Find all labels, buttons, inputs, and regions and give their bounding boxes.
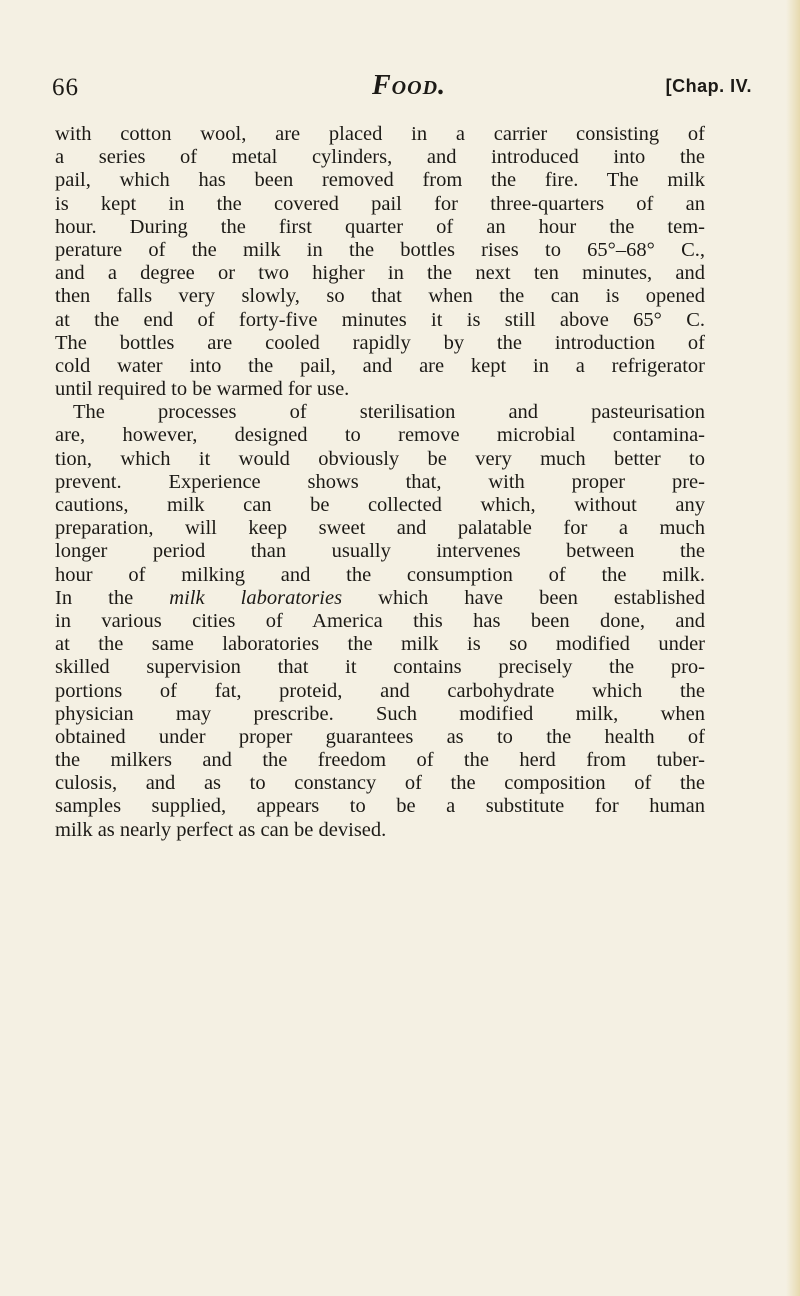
- text-line: with cotton wool, are placed in a carrier consisting of: [55, 123, 705, 145]
- text-line: preparation, will keep sweet and palatable for a much: [55, 517, 705, 540]
- text-line-with-italic: [55, 587, 705, 610]
- chapter-reference: [Chap. IV.: [665, 76, 752, 96]
- text-line: at the end of forty-five minutes it is still above 65° C.: [55, 308, 705, 331]
- text-line: tion, which it would obviously be very much better to: [55, 447, 705, 470]
- text-line: longer period than usually intervenes between the: [55, 540, 705, 563]
- text-line: are, however, designed to remove microbial contamina-: [55, 424, 705, 447]
- text-segment: In the: [55, 586, 170, 609]
- page-header: [52, 70, 752, 110]
- text-line: a series of metal cylinders, and introduced into the: [55, 146, 705, 169]
- text-line: cold water into the pail, and are kept in a refrigerator: [55, 354, 705, 377]
- text-line: skilled supervision that it contains precisely the pro-: [55, 656, 705, 679]
- page-edge-shadow: [786, 0, 800, 1296]
- page-number: 66: [52, 74, 79, 101]
- text-line: milk as nearly perfect as can be devised.: [55, 818, 387, 841]
- text-line: in various cities of America this has been done, and: [55, 609, 705, 632]
- text-line: The bottles are cooled rapidly by the introduction of: [55, 331, 705, 354]
- text-line: hour of milking and the consumption of the milk.: [55, 563, 705, 586]
- text-line: pail, which has been removed from the fire. The milk: [55, 169, 705, 192]
- text-line: cautions, milk can be collected which, without any: [55, 494, 705, 516]
- text-line: prevent. Experience shows that, with proper pre-: [55, 470, 705, 493]
- text-line: obtained under proper guarantees as to the health of: [55, 725, 705, 748]
- italic-term: milk laboratories: [169, 586, 343, 609]
- text-line: then falls very slowly, so that when the can is opened: [55, 285, 705, 308]
- text-line: samples supplied, appears to be a substitute for human: [55, 795, 705, 818]
- text-line: until required to be warmed for use.: [55, 378, 350, 401]
- text-line: perature of the milk in the bottles rises to 65°–68° C.,: [55, 238, 705, 261]
- text-segment: which have been established: [342, 586, 705, 609]
- text-line: culosis, and as to constancy of the composition of the: [55, 772, 705, 795]
- text-line: and a degree or two higher in the next ten minutes, and: [55, 262, 705, 285]
- text-line: hour. During the first quarter of an hour the tem-: [55, 215, 705, 238]
- text-line: portions of fat, proteid, and carbohydrate which the: [55, 679, 705, 702]
- running-title: Food.: [372, 70, 447, 101]
- text-line: is kept in the covered pail for three-quarters of an: [55, 192, 705, 215]
- text-line: at the same laboratories the milk is so modified under: [55, 633, 705, 656]
- text-line: physician may prescribe. Such modified milk, when: [55, 702, 705, 725]
- body-text: [55, 123, 705, 842]
- text-line: The processes of sterilisation and pasteurisation: [73, 401, 705, 424]
- text-line: the milkers and the freedom of the herd from tuber-: [55, 749, 705, 772]
